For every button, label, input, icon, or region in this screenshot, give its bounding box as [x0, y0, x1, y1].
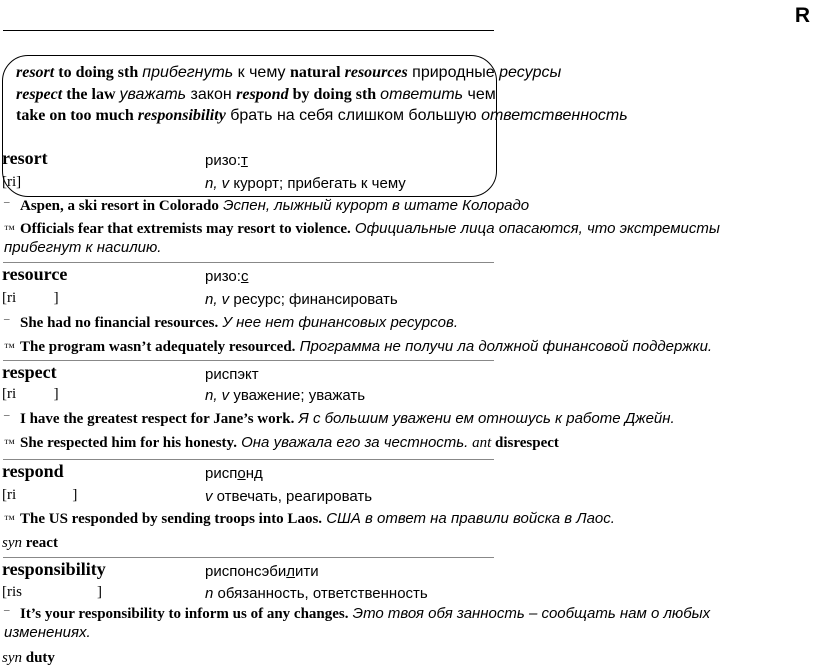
text-run: respect	[16, 86, 63, 103]
text-run: resources	[344, 64, 408, 81]
example-english: Officials fear that extremists may resort to violence.	[20, 221, 351, 237]
pronunciation: риспонд	[205, 465, 263, 482]
headword: respect	[2, 362, 57, 382]
text-run: by doing sth	[288, 86, 381, 103]
example-translation: У нее нет финансовых ресурсов.	[218, 314, 458, 331]
top-rule	[3, 30, 494, 31]
text-run: syn	[2, 535, 26, 551]
text-run: прибегнуть	[142, 64, 234, 81]
headword: resource	[2, 264, 68, 284]
synonym	[2, 535, 58, 552]
entry-divider	[3, 557, 494, 558]
headword: responsibility	[2, 559, 106, 579]
example-translation: США в ответ на правили войска в Лаос.	[322, 510, 615, 527]
summary-line-1	[16, 64, 561, 82]
example-translation-cont: изменениях.	[4, 624, 91, 641]
entry-divider	[3, 360, 494, 361]
text-run: responsibility	[137, 107, 226, 124]
example-translation: Программа не получи ла должной финансовой поддержки.	[295, 338, 713, 355]
example-bullet-icon: ™	[4, 224, 15, 236]
example-sentence	[4, 197, 529, 215]
text-run: ресурсы	[499, 64, 562, 81]
part-of-speech-gloss: n, v ресурс; финансировать	[205, 291, 398, 308]
part-of-speech-gloss: n, v уважение; уважать	[205, 387, 366, 404]
pronunciation: ризо:т	[205, 152, 248, 169]
example-bullet-icon: ™	[4, 342, 15, 354]
example-bullet-icon: ™	[4, 438, 15, 450]
summary-line-3	[16, 107, 628, 125]
part-of-speech-gloss: v отвечать, реагировать	[205, 488, 373, 505]
transcription: [ri ]	[2, 290, 59, 306]
text-run: к чему	[233, 64, 290, 81]
example-sentence	[4, 510, 615, 528]
pronunciation: риспэкт	[205, 366, 259, 383]
example-translation: Я с большим уважени ем отношусь к работе Джейн.	[294, 410, 675, 427]
text-run: закон	[186, 86, 237, 103]
example-english: The program wasn’t adequately resourced.	[20, 339, 296, 355]
example-english: I have the greatest respect for Jane’s work.	[20, 411, 295, 427]
example-bullet-icon: ¯	[4, 201, 10, 213]
part-of-speech-gloss: n обязанность, ответственность	[205, 585, 428, 602]
text-run: ответственность	[481, 107, 628, 124]
example-sentence	[4, 605, 710, 641]
example-english: Aspen, a ski resort in Colorado	[20, 198, 219, 214]
text-run: брать на себя слишком большую	[225, 107, 482, 124]
transcription: [ri]	[2, 174, 22, 190]
example-sentence	[4, 410, 675, 428]
example-english: The US responded by sending troops into Laos.	[20, 511, 323, 527]
example-translation-cont: прибегнут к насилию.	[4, 239, 162, 256]
text-run: чем	[463, 86, 496, 103]
entry-divider	[3, 262, 494, 263]
text-run: ответить	[380, 86, 464, 103]
example-english: She had no financial resources.	[20, 315, 219, 331]
example-english: She respected him for his honesty.	[20, 435, 237, 451]
text-run: syn	[2, 650, 26, 666]
example-translation: Это твоя обя занность – сообщать нам о любых	[348, 605, 711, 622]
example-translation: Эспен, лыжный курорт в штате Колорадо	[218, 197, 530, 214]
example-translation: Официальные лица опасаются, что экстремисты	[350, 220, 720, 237]
example-sentence	[4, 314, 458, 332]
example-bullet-icon: ¯	[4, 318, 10, 330]
text-run: take on too much	[16, 107, 138, 124]
text-run: disrespect	[495, 435, 559, 451]
example-bullet-icon: ¯	[4, 414, 10, 426]
transcription: [ri ]	[2, 487, 78, 503]
pronunciation: риспонсэбилити	[205, 563, 319, 580]
example-translation: Она уважала его за честность.	[236, 434, 469, 451]
text-run: respond	[236, 86, 289, 103]
example-sentence	[4, 338, 712, 356]
text-run: natural	[289, 64, 345, 81]
example-bullet-icon: ™	[4, 514, 15, 526]
text-run: to doing sth	[54, 64, 143, 81]
text-run: уважать	[119, 86, 187, 103]
text-run: природные	[407, 64, 500, 81]
page-letter: R	[794, 4, 810, 27]
text-run: the law	[62, 86, 120, 103]
pronunciation: ризо:с	[205, 268, 249, 285]
text-run: react	[25, 535, 58, 551]
summary-line-2	[16, 86, 496, 104]
headword: respond	[2, 461, 64, 481]
synonym	[2, 650, 55, 667]
example-english: It’s your responsibility to inform us of any changes.	[20, 606, 349, 622]
entry-divider	[3, 459, 494, 460]
text-run: duty	[25, 650, 55, 666]
text-run: ant	[468, 435, 496, 451]
example-sentence	[4, 434, 559, 452]
text-run: resort	[16, 64, 55, 81]
transcription: [ri ]	[2, 386, 59, 402]
part-of-speech-gloss: n, v курорт; прибегать к чему	[205, 175, 406, 192]
transcription: [ris ]	[2, 584, 102, 600]
example-sentence	[4, 220, 720, 256]
example-bullet-icon: ¯	[4, 609, 10, 621]
headword: resort	[2, 148, 48, 168]
